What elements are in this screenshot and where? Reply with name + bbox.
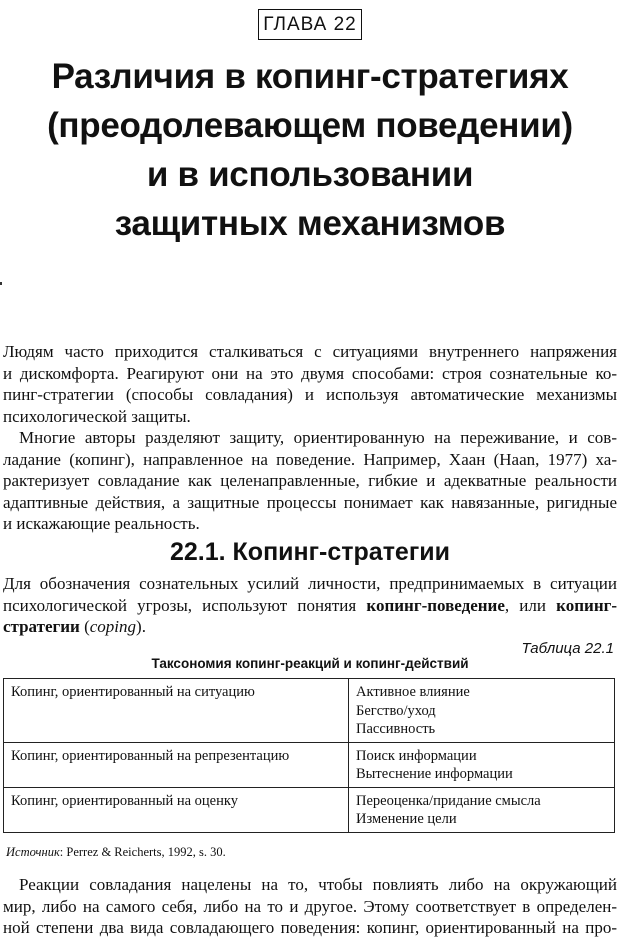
text-line: пинг-стратегии (способы совладания) и используя автоматические механизмы <box>3 385 617 404</box>
item: Переоценка/придание смысла <box>356 792 541 809</box>
text-line: Для обозначения сознательных усилий личности, предпринимаемых в ситуации <box>3 574 617 593</box>
chapter-title-line: (преодолевающем поведении) <box>47 106 573 145</box>
text-line <box>3 595 617 617</box>
text-line: Многие авторы разделяют защиту, ориентированную на переживание, и сов- <box>19 428 617 447</box>
source-text: : Perrez & Reicherts, 1992, s. 30. <box>59 845 226 859</box>
margin-mark <box>0 282 2 285</box>
text-line: мир, либо на самого себя, либо на то и другое. Этому соответствует в определен- <box>3 896 617 916</box>
text-line: психологической защиты. <box>3 406 191 426</box>
item: Бегство/уход <box>356 702 436 719</box>
table-row <box>4 742 615 787</box>
term-coping-strategies-part: копинг- <box>556 595 617 615</box>
text-run: ( <box>79 617 90 636</box>
category-cell: Копинг, ориентированный на ситуацию <box>4 679 349 743</box>
term-coping-behavior: копинг-поведение <box>366 595 505 615</box>
chapter-label: ГЛАВА 22 <box>258 9 362 40</box>
table-source <box>6 845 226 860</box>
intro-paragraph-1 <box>3 341 617 427</box>
item: Пассивность <box>356 721 436 737</box>
closing-paragraph <box>3 874 617 939</box>
text-line: ной степени два вида совладающего поведения: копинг, ориентированный на про- <box>3 918 617 937</box>
chapter-title-line: и в использовании <box>146 155 474 194</box>
text-line: Реакции совладания нацелены на то, чтобы повлиять либо на окружающий <box>19 875 617 894</box>
chapter-title <box>20 52 600 248</box>
table-title: Таксономия копинг-реакций и копинг-действий <box>151 656 469 671</box>
text-run: психологической угрозы, используют понятия <box>3 595 367 615</box>
term-coping-english: coping <box>89 617 137 636</box>
text-line: адаптивные действия, а защитные процессы понимает как навязанные, ригидные <box>3 492 617 512</box>
item: Активное влияние <box>356 684 470 700</box>
section-title: 22.1. Копинг-стратегии <box>169 538 450 566</box>
text-run: ). <box>136 617 146 636</box>
table-number: Таблица 22.1 <box>521 640 614 657</box>
chapter-title-line: Различия в копинг-стратегиях <box>51 57 569 96</box>
items-cell <box>349 742 615 787</box>
category-cell: Копинг, ориентированный на оценку <box>4 787 349 832</box>
source-label: Источник <box>6 845 60 859</box>
text-line: и дискомфорта. Реагируют они на это двумя способами: строя сознательные ко- <box>3 363 617 383</box>
item: Изменение цели <box>356 811 457 827</box>
items-cell <box>349 787 615 832</box>
table-row <box>4 787 615 832</box>
text-line <box>3 616 617 638</box>
category-cell: Копинг, ориентированный на репрезентацию <box>4 742 349 787</box>
item: Поиск информации <box>356 747 477 764</box>
chapter-title-line: защитных механизмов <box>114 204 506 243</box>
text-line: рактеризует совладание как целенаправленные, гибкие и адекватные реальности <box>3 471 617 490</box>
section-paragraph <box>3 573 617 638</box>
text-line: ладание (копинг), направленное на поведение. Например, Хаан (Haan, 1977) ха- <box>3 449 617 469</box>
items-cell <box>349 679 615 743</box>
text-line: Людям часто приходится сталкиваться с ситуациями внутреннего напряжения <box>3 342 617 361</box>
intro-paragraph-2 <box>3 427 617 535</box>
item: Вытеснение информации <box>356 766 513 782</box>
text-line: и искажающие реальность. <box>3 514 200 533</box>
table-row <box>4 679 615 743</box>
term-coping-strategies-part: стратегии <box>3 617 80 636</box>
text-run: , или <box>504 595 557 615</box>
taxonomy-table <box>3 678 615 833</box>
